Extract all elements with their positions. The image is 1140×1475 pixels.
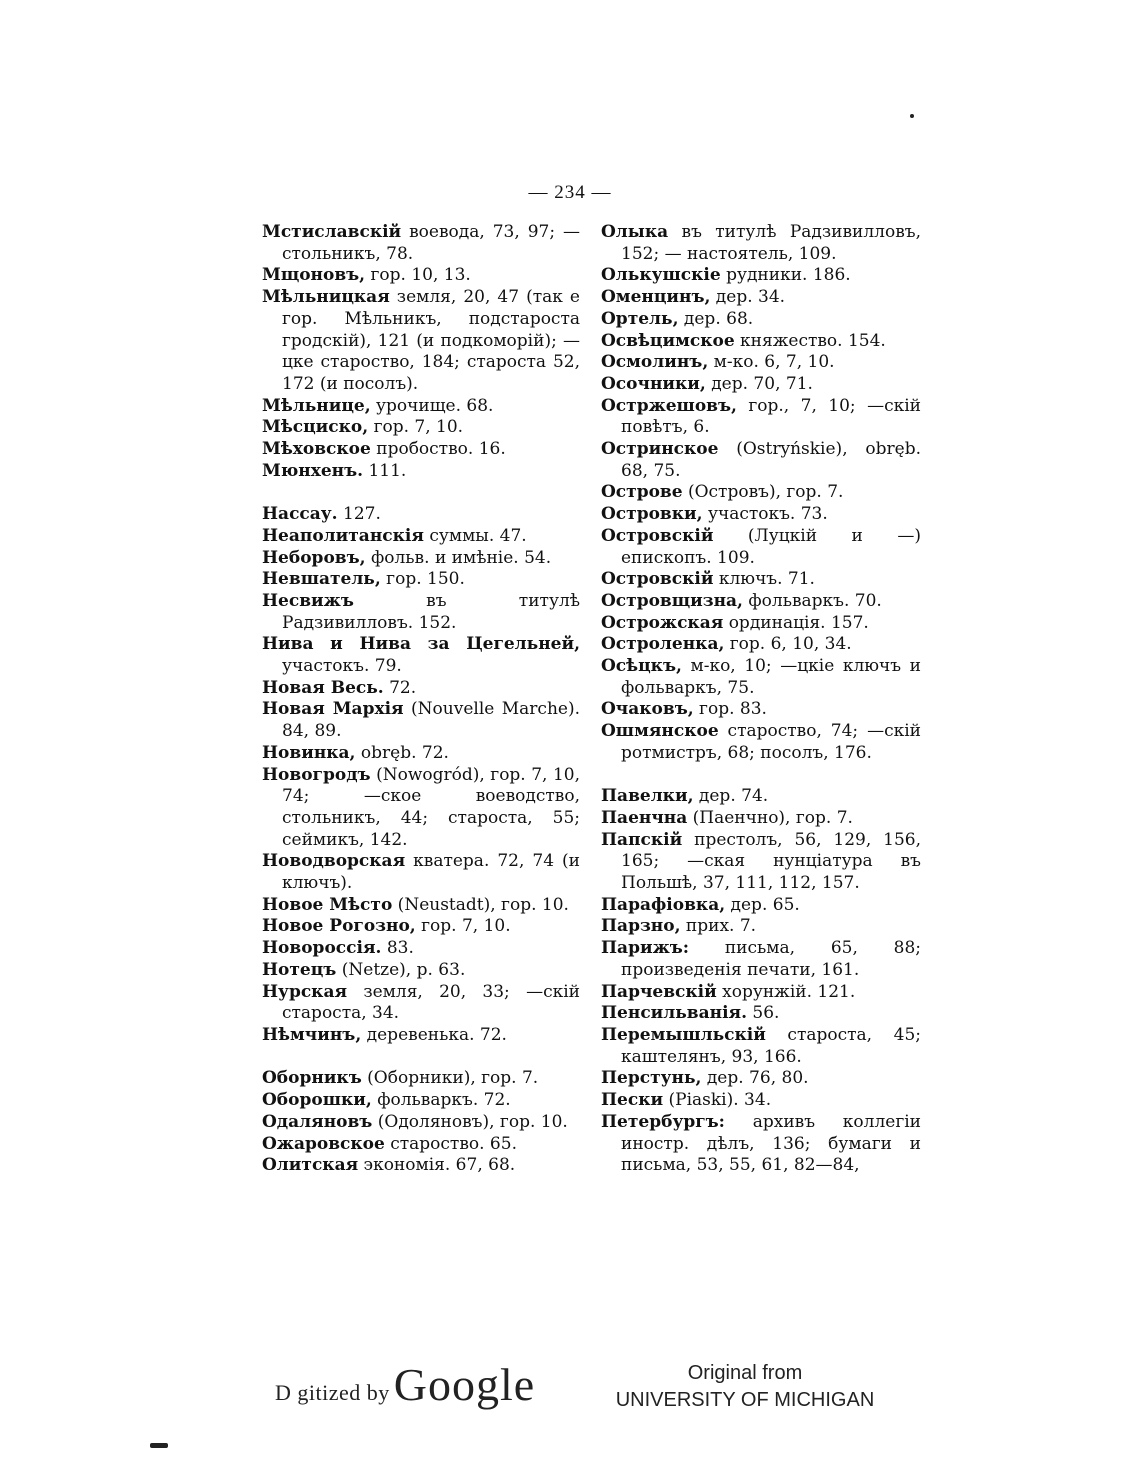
- index-entry: [262, 396, 580, 418]
- index-entry: [601, 569, 921, 591]
- index-headword: Новое Рогозно,: [262, 916, 416, 937]
- index-headword: Парзно,: [601, 916, 681, 937]
- index-references: ключъ. 71.: [713, 569, 815, 590]
- index-references: дер. 74.: [693, 786, 769, 807]
- index-references: (Островъ), гор. 7.: [682, 482, 844, 503]
- original-source-note: [615, 1360, 875, 1414]
- index-entry: [262, 548, 580, 570]
- index-entry: [601, 309, 921, 331]
- index-headword: Острожская: [601, 612, 724, 633]
- index-references: гор. 10, 13.: [365, 265, 471, 286]
- index-headword: Осмолинъ,: [601, 352, 709, 373]
- index-references: кватера. 72, 74 (и ключъ).: [282, 851, 580, 894]
- index-references: княжество. 154.: [734, 330, 886, 351]
- index-headword: Островскій: [601, 525, 714, 546]
- index-headword: Парижъ:: [601, 938, 690, 959]
- index-entry: [601, 1112, 921, 1177]
- university-label: UNIVERSITY OF MICHIGAN: [615, 1389, 875, 1411]
- index-references: гор. 6, 10, 34.: [724, 634, 852, 655]
- index-references: пробоство. 16.: [370, 439, 506, 460]
- index-headword: Невшатель,: [262, 569, 381, 590]
- index-references: дер. 70, 71.: [705, 373, 813, 394]
- index-entry: [262, 439, 580, 461]
- index-headword: Осочники,: [601, 373, 706, 394]
- index-entry: [601, 982, 921, 1004]
- index-headword: Остроленка,: [601, 634, 725, 655]
- index-references: ординація. 157.: [723, 612, 869, 633]
- index-references: (Nowogród), гор. 7, 10, 74; —ское воеводство, стольникъ, 44; староста, 55; сеймикъ, 142.: [282, 764, 580, 850]
- index-column-left: [262, 222, 580, 1177]
- index-entry: [262, 287, 580, 396]
- index-entry: [262, 916, 580, 938]
- index-entry: [262, 222, 580, 265]
- index-entry: [262, 634, 580, 677]
- index-references: прих. 7.: [680, 916, 757, 937]
- section-gap: [262, 482, 580, 504]
- section-gap: [262, 1047, 580, 1069]
- original-from-label: Original from: [687, 1362, 803, 1384]
- index-entry: [262, 1155, 580, 1177]
- index-references: земля, 20, 47 (так е гор. Мѣльникъ, подстароста гродскій), 121 (и подкоморій); —цке староство, 184; староста 52, 172 (и посолъ).: [282, 287, 580, 394]
- index-headword: Перстунь,: [601, 1068, 702, 1089]
- index-entry: [262, 1112, 580, 1134]
- index-entry: [262, 851, 580, 894]
- index-entry: [601, 504, 921, 526]
- index-headword: Островщизна,: [601, 590, 743, 611]
- index-references: староство. 65.: [384, 1133, 517, 1154]
- index-headword: Острове: [601, 482, 683, 503]
- index-references: гор. 7, 10.: [368, 417, 464, 438]
- index-references: гор. 7, 10.: [415, 916, 511, 937]
- index-references: (Netze), р. 63.: [336, 959, 466, 980]
- index-references: рудники. 186.: [720, 265, 851, 286]
- index-references: фольв. и имѣніе. 54.: [365, 547, 552, 568]
- index-headword: Остржешовъ,: [601, 395, 737, 416]
- index-entry: [262, 417, 580, 439]
- index-headword: Нурская: [262, 981, 348, 1002]
- index-references: дер. 76, 80.: [701, 1068, 809, 1089]
- index-references: въ титулѣ Радзивилловъ. 152.: [282, 590, 580, 633]
- index-entry: [601, 591, 921, 613]
- index-headword: Петербургъ:: [601, 1111, 725, 1132]
- section-gap: [601, 765, 921, 787]
- index-entry: [262, 743, 580, 765]
- index-references: 72.: [383, 677, 417, 698]
- index-entry: [262, 1090, 580, 1112]
- index-entry: [601, 699, 921, 721]
- index-references: (Одоляновъ), гор. 10.: [372, 1111, 568, 1132]
- index-entry: [262, 1134, 580, 1156]
- index-headword: Очаковъ,: [601, 699, 694, 720]
- index-headword: Нотецъ: [262, 959, 337, 980]
- index-headword: Павелки,: [601, 786, 694, 807]
- index-entry: [601, 656, 921, 699]
- index-references: суммы. 47.: [423, 525, 527, 546]
- index-references: м-ко. 6, 7, 10.: [708, 352, 835, 373]
- index-entry: [262, 591, 580, 634]
- index-references: (Ostryńskie), obręb. 68, 75.: [621, 439, 921, 481]
- index-entry: [601, 396, 921, 439]
- index-headword: Мѣльнице,: [262, 395, 371, 416]
- index-entry: [601, 374, 921, 396]
- index-headword: Мюнхенъ.: [262, 460, 364, 481]
- index-entry: [262, 765, 580, 852]
- index-references: дер. 34.: [710, 287, 786, 308]
- index-references: хорунжій. 121.: [716, 981, 856, 1002]
- index-headword: Нива и Нива за Цегельней,: [262, 634, 580, 655]
- index-references: престолъ, 56, 129, 156, 165; —ская нунціатура въ Польшѣ, 37, 111, 112, 157.: [621, 829, 921, 894]
- index-headword: Олитская: [262, 1155, 359, 1176]
- index-headword: Островскій: [601, 569, 714, 590]
- index-references: дер. 65.: [725, 894, 800, 915]
- index-entry: [601, 526, 921, 569]
- scan-speck: [910, 114, 914, 118]
- index-references: 83.: [381, 938, 414, 959]
- index-entry: [601, 439, 921, 482]
- index-headword: Новая Мархія: [262, 699, 404, 720]
- index-entry: [601, 287, 921, 309]
- index-headword: Ожаровское: [262, 1133, 385, 1154]
- index-entry: [601, 786, 921, 808]
- index-entry: [601, 895, 921, 917]
- index-references: 127.: [337, 504, 381, 525]
- index-headword: Одаляновъ: [262, 1111, 373, 1132]
- index-entry: [601, 938, 921, 981]
- index-entry: [601, 352, 921, 374]
- index-references: участокъ. 79.: [282, 656, 402, 677]
- index-headword: Паенчна: [601, 807, 688, 828]
- index-entry: [262, 1068, 580, 1090]
- index-headword: Папскій: [601, 829, 683, 850]
- index-headword: Остринское: [601, 439, 719, 460]
- google-logo-text: Google: [393, 1359, 536, 1410]
- index-references: воевода, 73, 97; —стольникъ, 78.: [282, 222, 580, 264]
- index-entry: [601, 1068, 921, 1090]
- index-headword: Мѣховское: [262, 439, 371, 460]
- index-headword: Мстиславскій: [262, 222, 402, 242]
- index-entry: [601, 634, 921, 656]
- index-entry: [601, 482, 921, 504]
- index-references: деревенька. 72.: [361, 1025, 507, 1045]
- index-references: 111.: [363, 460, 407, 481]
- index-entry: [262, 1025, 580, 1047]
- index-headword: Мщоновъ,: [262, 265, 366, 286]
- index-headword: Оборникъ: [262, 1068, 362, 1089]
- index-entry: [262, 895, 580, 917]
- index-references: (Neustadt), гор. 10.: [392, 894, 569, 915]
- index-entry: [601, 721, 921, 764]
- index-references: фольваркъ. 72.: [371, 1090, 511, 1111]
- index-references: архивъ коллегіи иностр. дѣлъ, 136; бумаги и письма, 53, 55, 61, 82—84,: [621, 1111, 921, 1176]
- index-entry: [601, 808, 921, 830]
- index-entry: [262, 504, 580, 526]
- index-headword: Пенсильванія.: [601, 1003, 748, 1024]
- index-headword: Мѣльницкая: [262, 287, 390, 308]
- index-entry: [601, 222, 921, 265]
- index-references: фольваркъ. 70.: [742, 590, 882, 611]
- index-references: экономія. 67, 68.: [358, 1155, 516, 1176]
- index-entry: [262, 938, 580, 960]
- index-column-right: [601, 222, 921, 1177]
- index-headword: Осѣцкъ,: [601, 656, 682, 677]
- index-headword: Парчевскій: [601, 981, 717, 1002]
- index-entry: [262, 678, 580, 700]
- index-references: письма, 65, 88; произведенія печати, 161.: [621, 938, 921, 980]
- digitized-by-label: D gitized by: [275, 1380, 390, 1405]
- index-headword: Оменцинъ,: [601, 287, 711, 308]
- page-number: — 234 —: [528, 182, 612, 203]
- index-references: (Nouvelle Marche). 84, 89.: [282, 699, 580, 742]
- index-references: (Паенчно), гор. 7.: [687, 807, 853, 828]
- index-headword: Новогродъ: [262, 764, 371, 785]
- index-entry: [262, 461, 580, 483]
- index-headword: Новая Весь.: [262, 677, 384, 698]
- index-headword: Олыка: [601, 222, 669, 242]
- index-headword: Островки,: [601, 504, 703, 525]
- index-headword: Новодворская: [262, 851, 406, 872]
- index-headword: Парафіовка,: [601, 894, 726, 915]
- index-references: въ титулѣ Радзивилловъ, 152; — настоятель, 109.: [621, 222, 921, 264]
- index-references: (Piaski). 34.: [663, 1090, 772, 1111]
- index-headword: Пески: [601, 1090, 664, 1111]
- digitized-by-google-watermark: [275, 1358, 535, 1411]
- index-headword: Нѣмчинъ,: [262, 1025, 362, 1045]
- index-entry: [601, 331, 921, 353]
- index-references: 56.: [747, 1003, 780, 1024]
- index-references: (Оборники), гор. 7.: [361, 1068, 539, 1089]
- index-headword: Ошмянское: [601, 721, 719, 742]
- index-entry: [262, 960, 580, 982]
- index-entry: [601, 1090, 921, 1112]
- index-entry: [262, 699, 580, 742]
- index-references: участокъ. 73.: [702, 504, 828, 525]
- index-headword: Перемышльскій: [601, 1025, 766, 1045]
- index-references: дер. 68.: [678, 308, 754, 329]
- index-entry: [601, 1025, 921, 1068]
- index-headword: Мѣсциско,: [262, 417, 369, 438]
- index-headword: Новинка,: [262, 742, 356, 763]
- index-headword: Оборошки,: [262, 1090, 372, 1111]
- index-references: гор. 150.: [380, 569, 465, 590]
- index-references: гор. 83.: [693, 699, 767, 720]
- index-headword: Олькушскіе: [601, 265, 721, 286]
- index-entry: [601, 1003, 921, 1025]
- index-references: м-ко, 10; —цкіе ключъ и фольваркъ, 75.: [621, 656, 921, 698]
- index-headword: Несвижъ: [262, 590, 354, 611]
- index-entry: [262, 982, 580, 1025]
- index-references: obręb. 72.: [355, 742, 449, 763]
- index-headword: Новое Мѣсто: [262, 894, 393, 915]
- index-entry: [601, 830, 921, 895]
- index-entry: [601, 265, 921, 287]
- scan-speck: [150, 1443, 168, 1448]
- index-headword: Ортель,: [601, 308, 679, 329]
- index-headword: Неборовъ,: [262, 547, 366, 568]
- index-references: староство, 74; —скій ротмистръ, 68; посолъ, 176.: [621, 721, 921, 763]
- index-entry: [262, 265, 580, 287]
- index-references: староста, 45; каштелянъ, 93, 166.: [621, 1025, 921, 1067]
- index-headword: Нассау.: [262, 504, 338, 525]
- index-headword: Новороссія.: [262, 938, 382, 959]
- index-entry: [262, 569, 580, 591]
- index-headword: Освѣцимское: [601, 330, 735, 351]
- index-entry: [601, 613, 921, 635]
- index-headword: Неаполитанскія: [262, 525, 424, 546]
- index-entry: [262, 526, 580, 548]
- index-references: гор., 7, 10; —скій повѣтъ, 6.: [621, 395, 921, 438]
- index-references: (Луцкій и —) епископъ. 109.: [621, 525, 921, 568]
- index-references: урочище. 68.: [370, 395, 494, 416]
- index-references: земля, 20, 33; —скій староста, 34.: [282, 981, 580, 1024]
- index-entry: [601, 916, 921, 938]
